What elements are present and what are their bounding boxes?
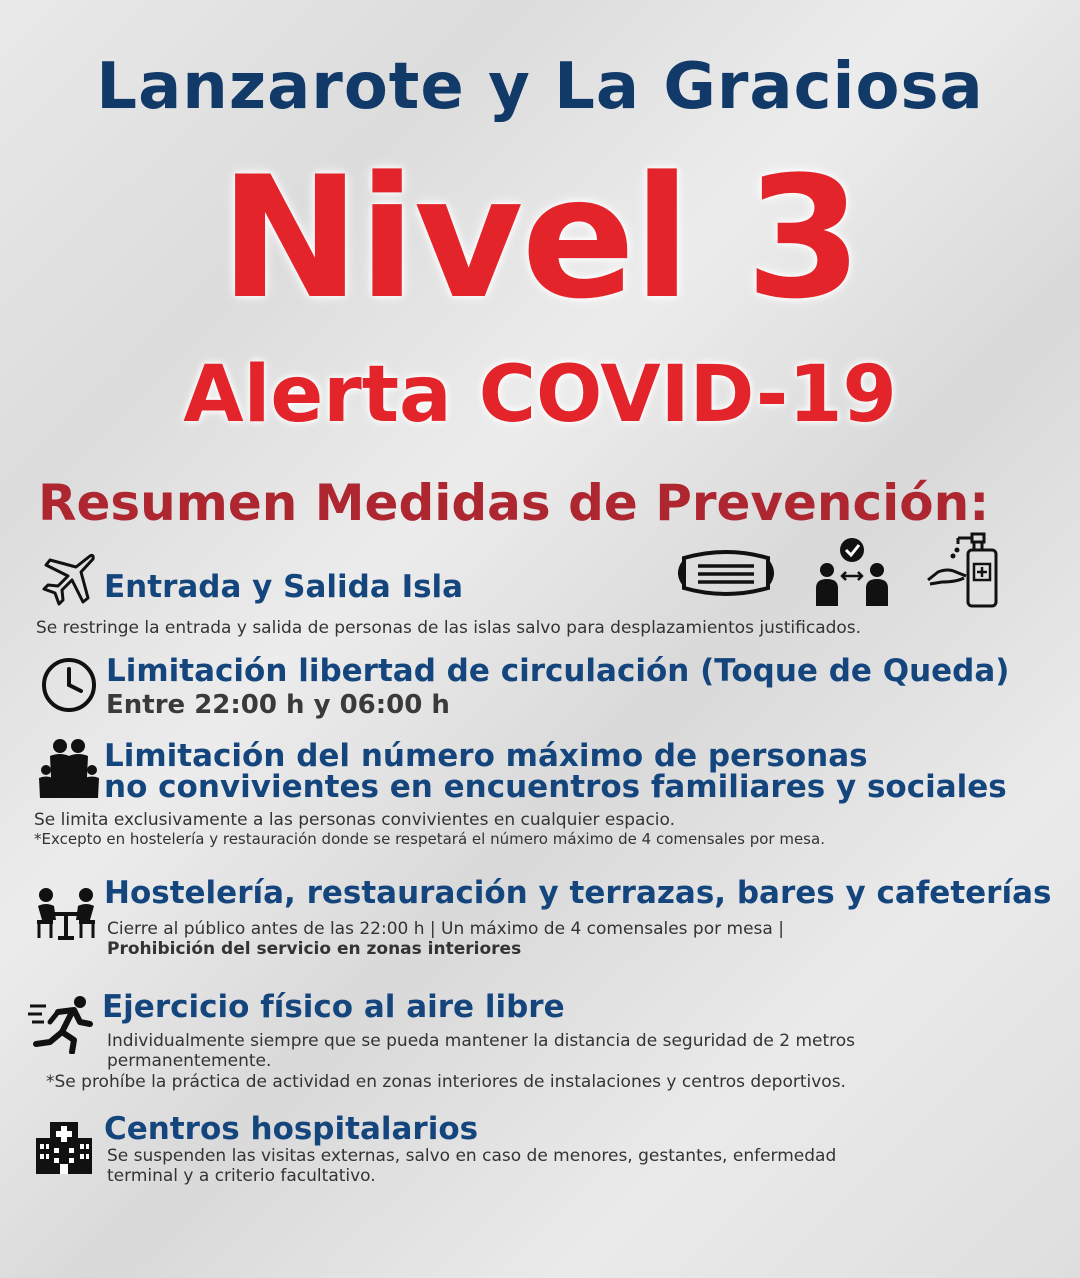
hospitality-body-prefix: Prohibición del servicio en bbox=[107, 939, 367, 959]
hospitals-body-line2: terminal y a criterio facultativo. bbox=[107, 1166, 376, 1186]
exercise-title: Ejercicio físico al aire libre bbox=[102, 989, 565, 1025]
curfew-hours: Entre 22:00 h y 06:00 h bbox=[106, 690, 450, 720]
exercise-note: *Se prohíbe la práctica de actividad en zonas interiores de instalaciones y centros deportivos. bbox=[46, 1072, 846, 1092]
travel-body: Se restringe la entrada y salida de personas de las islas salvo para desplazamientos justificados. bbox=[36, 618, 862, 638]
runner-icon bbox=[28, 994, 98, 1054]
social-distance-icon bbox=[813, 536, 891, 608]
gatherings-note: *Excepto en hostelería y restauración donde se respetará el número máximo de 4 comensales por mesa. bbox=[34, 830, 825, 848]
airplane-icon bbox=[36, 550, 98, 612]
hospitality-body-emphasis: zonas interiores bbox=[366, 939, 522, 959]
travel-title: Entrada y Salida Isla bbox=[104, 569, 464, 605]
hand-sanitizer-icon bbox=[926, 532, 1000, 608]
face-mask-icon bbox=[674, 546, 778, 600]
hospitality-body-line1: Cierre al público antes de las 22:00 h | Un máximo de 4 comensales por mesa | bbox=[107, 919, 784, 939]
exercise-body-line2: permanentemente. bbox=[107, 1051, 272, 1071]
family-icon bbox=[38, 736, 100, 800]
dining-table-icon bbox=[34, 886, 98, 940]
gatherings-title-line1: Limitación del número máximo de personas bbox=[104, 738, 868, 774]
exercise-body-line1: Individualmente siempre que se pueda mantener la distancia de seguridad de 2 metros bbox=[107, 1031, 856, 1051]
hospitals-body-line1: Se suspenden las visitas externas, salvo en caso de menores, gestantes, enfermedad bbox=[107, 1146, 837, 1166]
hospital-icon bbox=[34, 1120, 94, 1174]
summary-heading: Resumen Medidas de Prevención: bbox=[38, 474, 990, 532]
clock-icon bbox=[40, 656, 98, 714]
hospitals-title: Centros hospitalarios bbox=[104, 1111, 479, 1147]
place-title: Lanzarote y La Graciosa bbox=[96, 50, 984, 124]
alert-title: Alerta COVID-19 bbox=[183, 350, 897, 440]
curfew-title: Limitación libertad de circulación (Toque de Queda) bbox=[106, 653, 1010, 689]
gatherings-body: Se limita exclusivamente a las personas convivientes en cualquier espacio. bbox=[34, 810, 676, 830]
gatherings-title-line2: no convivientes en encuentros familiares y sociales bbox=[104, 769, 1007, 805]
level-title: Nivel 3 bbox=[219, 140, 861, 336]
hospitality-title: Hostelería, restauración y terrazas, bares y cafeterías bbox=[104, 875, 1052, 911]
hospitality-body-line2 bbox=[107, 939, 521, 959]
